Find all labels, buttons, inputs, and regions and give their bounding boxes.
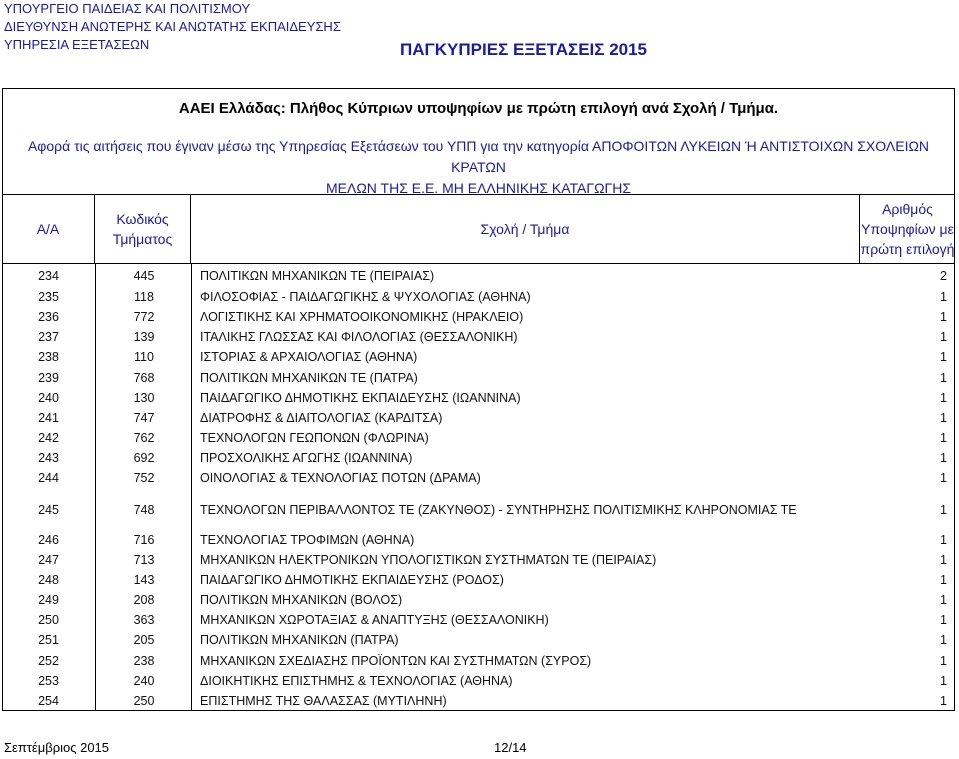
column-header-count (860, 195, 955, 263)
row-code: 692 (133, 451, 155, 465)
row-count: 1 (940, 411, 947, 425)
row-code: 762 (133, 431, 155, 445)
row-school-name: ΠΑΙΔΑΓΩΓΙΚΟ ΔΗΜΟΤΙΚΗΣ ΕΚΠΑΙΔΕΥΣΗΣ (ΡΟΔΟΣ) (200, 573, 504, 587)
row-code: 748 (133, 503, 155, 517)
row-aa: 247 (38, 553, 59, 567)
service-name: ΥΠΗΡΕΣΙΑ ΕΞΕΤΑΣΕΩΝ (4, 37, 150, 52)
report-subtitle (2, 136, 955, 199)
row-aa: 241 (38, 411, 59, 425)
row-count: 1 (940, 371, 947, 385)
column-header-code (95, 195, 191, 263)
row-school-name: ΕΠΙΣΤΗΜΗΣ ΤΗΣ ΘΑΛΑΣΣΑΣ (ΜΥΤΙΛΗΝΗ) (200, 694, 447, 708)
row-aa: 246 (38, 533, 59, 547)
row-count: 1 (940, 350, 947, 364)
row-count: 1 (940, 593, 947, 607)
exams-title: ΠΑΓΚΥΠΡΙΕΣ ΕΞΕΤΑΣΕΙΣ 2015 (400, 40, 648, 59)
row-code: 250 (133, 694, 155, 708)
row-school-name: ΟΙΝΟΛΟΓΙΑΣ & ΤΕΧΝΟΛΟΓΙΑΣ ΠΟΤΩΝ (ΔΡΑΜΑ) (200, 471, 481, 485)
column-header-code-line1: Κωδικός (116, 211, 169, 227)
row-count: 1 (940, 471, 947, 485)
row-code: 110 (134, 350, 154, 364)
row-code: 143 (133, 573, 155, 587)
row-aa: 240 (38, 391, 59, 405)
row-aa: 245 (38, 503, 59, 517)
row-school-name: ΠΟΛΙΤΙΚΩΝ ΜΗΧΑΝΙΚΩΝ ΤΕ (ΠΑΤΡΑ) (200, 371, 418, 385)
row-code: 139 (133, 330, 155, 344)
column-header-count-line2: Υποψηφίων με (861, 221, 954, 237)
row-aa: 236 (38, 310, 59, 324)
subtitle-line-1: Αφορά τις αιτήσεις που έγιναν μέσω της Υπηρεσίας Εξετάσεων του ΥΠΠ για την κατηγορία ΑΠΟΦΟΙΤΩΝ ΛΥΚΕΙΩΝ Ή ΑΝΤΙΣΤΟΙΧΩΝ ΣΧΟΛΕΙΩΝ ΚΡΑΤΩΝ (27, 138, 930, 175)
column-header-aa-label: Α/Α (36, 221, 60, 237)
row-code: 445 (133, 269, 155, 283)
row-count: 1 (940, 391, 947, 405)
row-aa: 243 (38, 451, 59, 465)
row-school-name: ΦΙΛΟΣΟΦΙΑΣ - ΠΑΙΔΑΓΩΓΙΚΗΣ & ΨΥΧΟΛΟΓΙΑΣ (ΑΘΗΝΑ) (200, 290, 531, 304)
row-school-name: ΛΟΓΙΣΤΙΚΗΣ ΚΑΙ ΧΡΗΜΑΤΟΟΙΚΟΝΟΜΙΚΗΣ (ΗΡΑΚΛΕΙΟ) (200, 310, 524, 324)
row-school-name: ΠΑΙΔΑΓΩΓΙΚΟ ΔΗΜΟΤΙΚΗΣ ΕΚΠΑΙΔΕΥΣΗΣ (ΙΩΑΝΝΙΝΑ) (200, 391, 521, 405)
row-code: 752 (133, 471, 155, 485)
row-school-name: ΜΗΧΑΝΙΚΩΝ ΣΧΕΔΙΑΣΗΣ ΠΡΟΪΟΝΤΩΝ ΚΑΙ ΣΥΣΤΗΜΑΤΩΝ (ΣΥΡΟΣ) (200, 654, 592, 668)
row-aa: 242 (38, 431, 59, 445)
row-code: 363 (133, 613, 155, 627)
row-school-name: ΙΣΤΟΡΙΑΣ & ΑΡΧΑΙΟΛΟΓΙΑΣ (ΑΘΗΝΑ) (200, 350, 418, 364)
row-aa: 252 (38, 654, 59, 668)
row-code: 747 (133, 411, 155, 425)
row-school-name: ΤΕΧΝΟΛΟΓΙΑΣ ΤΡΟΦΙΜΩΝ (ΑΘΗΝΑ) (200, 533, 415, 547)
row-count: 1 (940, 573, 947, 587)
row-code: 240 (133, 674, 155, 688)
row-aa: 238 (38, 350, 59, 364)
row-count: 1 (940, 533, 947, 547)
row-code: 238 (133, 654, 155, 668)
row-count: 1 (940, 613, 947, 627)
row-school-name: ΙΤΑΛΙΚΗΣ ΓΛΩΣΣΑΣ ΚΑΙ ΦΙΛΟΛΟΓΙΑΣ (ΘΕΣΣΑΛΟΝΙΚΗ) (200, 330, 518, 344)
row-count: 1 (940, 654, 947, 668)
ministry-name: ΥΠΟΥΡΓΕΙΟ ΠΑΙΔΕΙΑΣ ΚΑΙ ΠΟΛΙΤΙΣΜΟΥ (4, 1, 251, 16)
row-count: 1 (940, 503, 947, 517)
row-count: 1 (940, 553, 947, 567)
row-school-name: ΔΙΟΙΚΗΤΙΚΗΣ ΕΠΙΣΤΗΜΗΣ & ΤΕΧΝΟΛΟΓΙΑΣ (ΑΘΗΝΑ) (200, 674, 513, 688)
row-count: 1 (940, 674, 947, 688)
row-code: 768 (133, 371, 155, 385)
row-school-name: ΤΕΧΝΟΛΟΓΩΝ ΓΕΩΠΟΝΩΝ (ΦΛΩΡΙΝΑ) (200, 431, 429, 445)
row-school-name: ΔΙΑΤΡΟΦΗΣ & ΔΙΑΙΤΟΛΟΓΙΑΣ (ΚΑΡΔΙΤΣΑ) (200, 411, 443, 425)
row-count: 2 (940, 269, 947, 283)
header-bottom-rule (2, 263, 955, 264)
row-aa: 244 (38, 471, 59, 485)
row-school-name: ΜΗΧΑΝΙΚΩΝ ΗΛΕΚΤΡΟΝΙΚΩΝ ΥΠΟΛΟΓΙΣΤΙΚΩΝ ΣΥΣΤΗΜΑΤΩΝ ΤΕ (ΠΕΙΡΑΙΑΣ) (200, 553, 657, 567)
row-school-name: ΠΡΟΣΧΟΛΙΚΗΣ ΑΓΩΓΗΣ (ΙΩΑΝΝΙΝΑ) (200, 451, 413, 465)
row-school-name: ΤΕΧΝΟΛΟΓΩΝ ΠΕΡΙΒΑΛΛΟΝΤΟΣ ΤΕ (ΖΑΚΥΝΘΟΣ) - ΣΥΝΤΗΡΗΣΗΣ ΠΟΛΙΤΙΣΜΙΚΗΣ ΚΛΗΡΟΝΟΜΙΑΣ ΤΕ (200, 503, 797, 517)
row-count: 1 (940, 633, 947, 647)
row-aa: 239 (38, 371, 59, 385)
row-aa: 254 (38, 694, 59, 708)
row-code: 716 (133, 533, 155, 547)
row-count: 1 (940, 290, 947, 304)
row-count: 1 (940, 694, 947, 708)
row-code: 118 (134, 290, 154, 304)
column-header-count-line3: πρώτη επιλογή (860, 241, 955, 257)
row-count: 1 (940, 431, 947, 445)
row-school-name: ΠΟΛΙΤΙΚΩΝ ΜΗΧΑΝΙΚΩΝ ΤΕ (ΠΕΙΡΑΙΑΣ) (200, 269, 435, 283)
column-header-code-line2: Τμήματος (112, 231, 173, 247)
row-aa: 251 (38, 633, 59, 647)
row-count: 1 (940, 330, 947, 344)
row-code: 205 (133, 633, 155, 647)
column-header-school-label: Σχολή / Τμήμα (480, 221, 570, 237)
column-header-count-line1: Αριθμός (882, 201, 933, 217)
directorate-name: ΔΙΕΥΘΥΝΣΗ ΑΝΩΤΕΡΗΣ ΚΑΙ ΑΝΩΤΑΤΗΣ ΕΚΠΑΙΔΕΥΣΗΣ (4, 19, 341, 34)
row-aa: 235 (38, 290, 59, 304)
row-aa: 249 (38, 593, 59, 607)
row-school-name: ΠΟΛΙΤΙΚΩΝ ΜΗΧΑΝΙΚΩΝ (ΒΟΛΟΣ) (200, 593, 403, 607)
footer-page-number: 12/14 (494, 740, 527, 755)
row-count: 1 (940, 310, 947, 324)
row-code: 772 (133, 310, 155, 324)
row-school-name: ΜΗΧΑΝΙΚΩΝ ΧΩΡΟΤΑΞΙΑΣ & ΑΝΑΠΤΥΞΗΣ (ΘΕΣΣΑΛΟΝΙΚΗ) (200, 613, 549, 627)
row-aa: 248 (38, 573, 59, 587)
report-title: ΑΑΕΙ Ελλάδας: Πλήθος Κύπριων υποψηφίων με πρώτη επιλογή ανά Σχολή / Τμήμα. (178, 100, 779, 117)
header-organization (4, 0, 341, 54)
column-header-school (191, 195, 860, 263)
footer-date: Σεπτέμβριος 2015 (4, 740, 110, 755)
row-count: 1 (940, 451, 947, 465)
row-code: 208 (133, 593, 155, 607)
row-aa: 234 (38, 269, 59, 283)
row-code: 130 (133, 391, 155, 405)
row-aa: 253 (38, 674, 59, 688)
row-code: 713 (133, 553, 155, 567)
column-header-aa (2, 195, 95, 263)
row-school-name: ΠΟΛΙΤΙΚΩΝ ΜΗΧΑΝΙΚΩΝ (ΠΑΤΡΑ) (200, 633, 399, 647)
row-aa: 237 (38, 330, 59, 344)
subtitle-line-2: ΜΕΛΩΝ ΤΗΣ Ε.Ε. ΜΗ ΕΛΛΗΝΙΚΗΣ ΚΑΤΑΓΩΓΗΣ (325, 180, 632, 196)
row-aa: 250 (38, 613, 59, 627)
